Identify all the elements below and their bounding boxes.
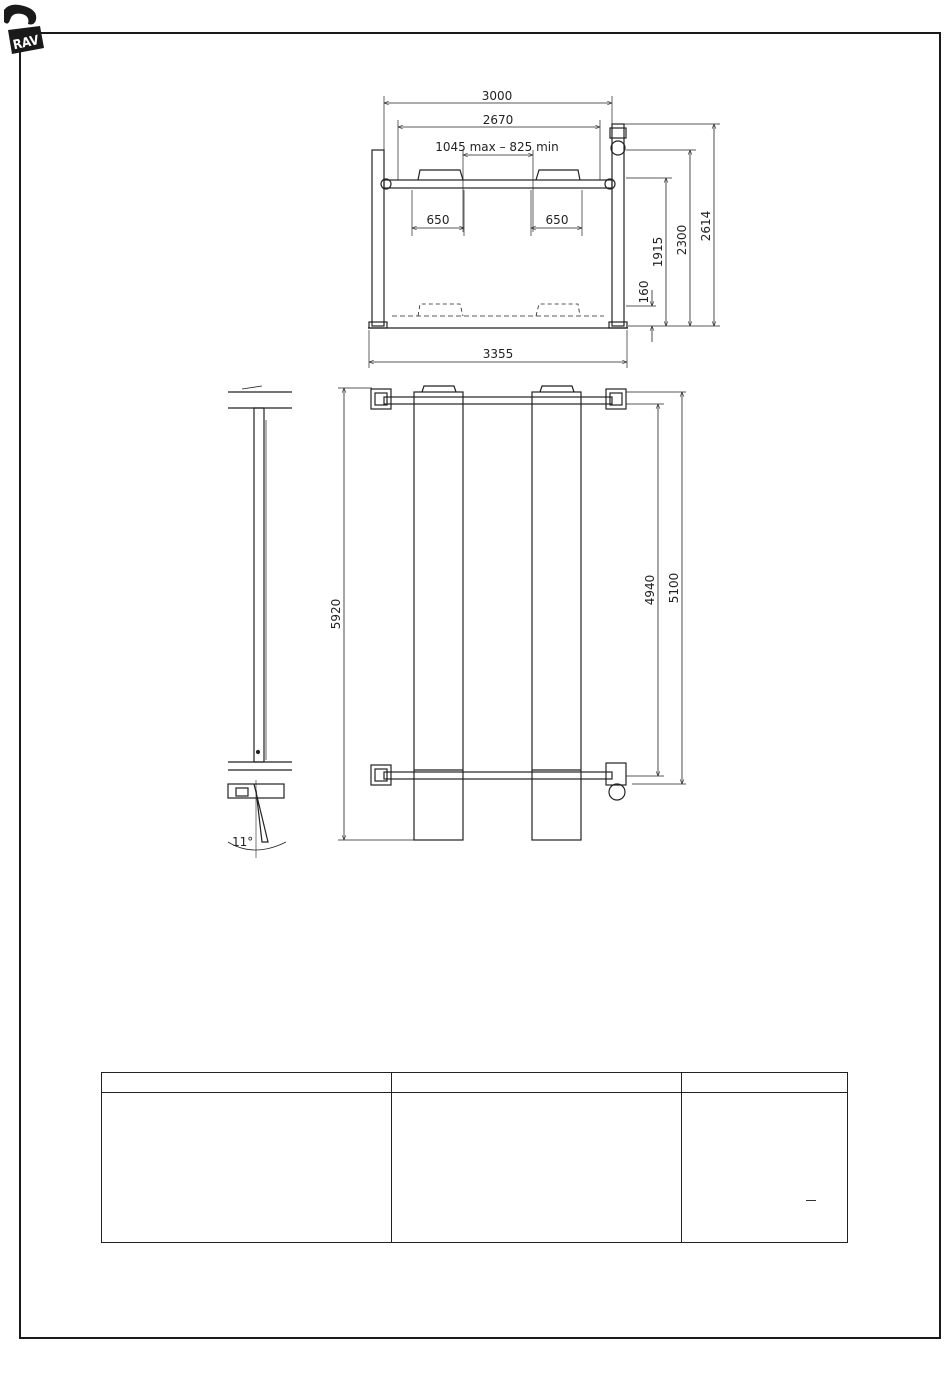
spec-table-header-cell <box>102 1073 392 1093</box>
dim-length-5100: 5100 <box>667 572 681 604</box>
dim-height-2614: 2614 <box>699 210 713 242</box>
dim-overall-width: 3000 <box>481 89 513 103</box>
table-dash-mark <box>806 1200 816 1201</box>
dim-height-160: 160 <box>637 280 651 304</box>
plan-view <box>338 386 686 840</box>
dim-length-4940: 4940 <box>643 574 657 606</box>
dim-overall-length: 5920 <box>329 598 343 630</box>
dim-right-ramp-width: 650 <box>545 213 569 227</box>
spec-table <box>101 1072 848 1243</box>
spec-table-cell <box>682 1093 848 1243</box>
spec-table-header-cell <box>682 1073 848 1093</box>
spec-table-cell <box>102 1093 392 1243</box>
dim-height-1915: 1915 <box>651 236 665 268</box>
spec-table-cell <box>392 1093 682 1243</box>
dim-base-width: 3355 <box>482 347 514 361</box>
dim-height-2300: 2300 <box>675 224 689 256</box>
svg-text:RAV: RAV <box>11 33 41 54</box>
dim-track-range: 1045 max – 825 min <box>435 140 559 154</box>
spec-table-header-cell <box>392 1073 682 1093</box>
dim-left-ramp-width: 650 <box>426 213 450 227</box>
front-view <box>368 96 720 368</box>
side-view <box>228 386 292 858</box>
side-view-angle: 11° <box>232 835 254 849</box>
spec-table-header-row <box>102 1073 848 1093</box>
spec-table-row <box>102 1093 848 1243</box>
dim-inner-width: 2670 <box>482 113 514 127</box>
